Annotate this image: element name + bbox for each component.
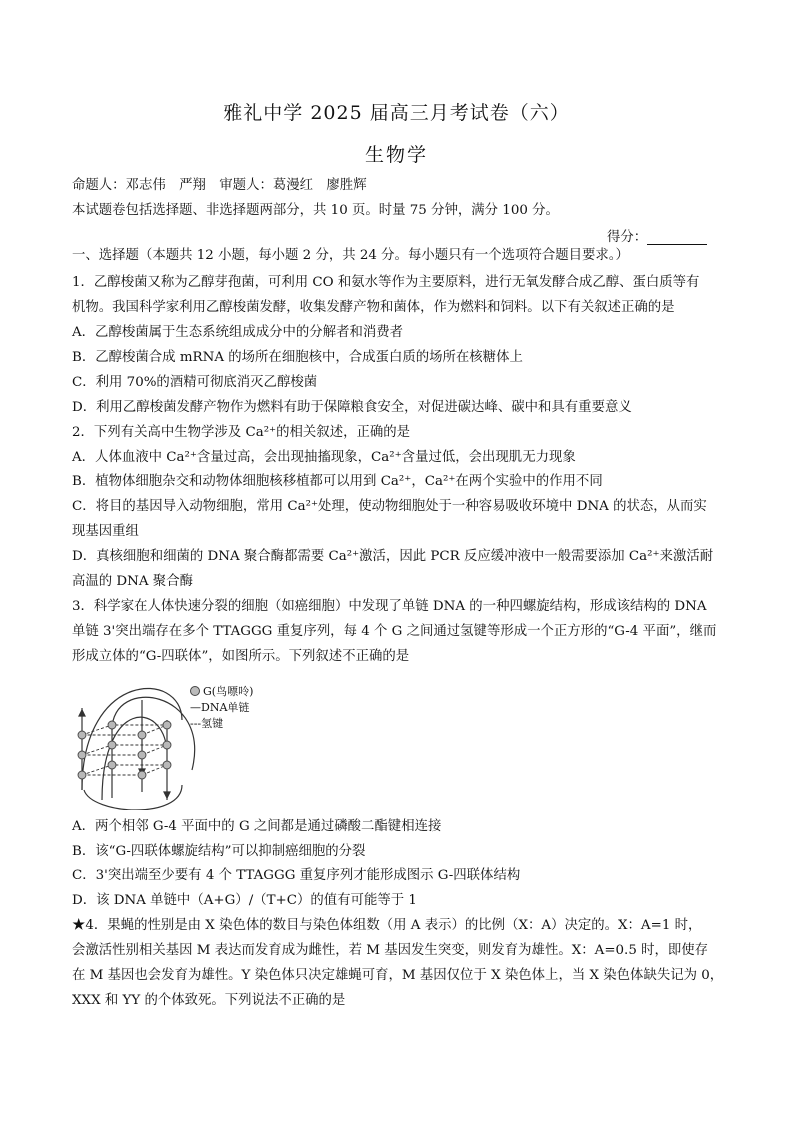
q3-option-c: C．3'突出端至少要有 4 个 TTAGGG 重复序列才能形成图示 G-四联体结构	[72, 868, 521, 883]
q4-stem-line2: 会激活性别相关基因 M 表达而发育成为雌性，若 M 基因发生突变，则发育为雄性。X：A=0.5 时，即使存	[72, 943, 709, 958]
q1-option-c: C．利用 70%的酒精可彻底消灭乙醇梭菌	[72, 375, 318, 390]
q1-stem-line1: 1．乙醇梭菌又称为乙醇芽孢菌，可利用 CO 和氨水等作为主要原料，进行无氧发酵合成乙醇、蛋白质等有	[72, 275, 700, 290]
subject-title: 生物学	[364, 144, 428, 166]
score-blank	[647, 230, 707, 245]
page-title: 雅礼中学 2025 届高三月考试卷（六）	[223, 102, 570, 124]
q3-stem-line2: 单链 3'突出端存在多个 TTAGGG 重复序列，每 4 个 G 之间通过氢键等形成一个正方形的“G-4 平面”，继而	[72, 624, 717, 639]
q3-option-b: B．该“G-四联体螺旋结构”可以抑制癌细胞的分裂	[72, 844, 366, 859]
score-field	[607, 226, 707, 245]
q1-option-b: B．乙醇梭菌合成 mRNA 的场所在细胞核中，合成蛋白质的场所在核糖体上	[72, 350, 523, 365]
q3-option-a: A．两个相邻 G-4 平面中的 G 之间都是通过磷酸二酯键相连接	[72, 819, 442, 834]
q4-stem-line3: 在 M 基因也会发育为雄性。Y 染色体只决定雄蝇可育，M 基因仅位于 X 染色体上，当 X 染色体缺失记为 0，	[72, 968, 724, 983]
author-line: 命题人：邓志伟 严翔 审题人：葛漫红 廖胜辉	[72, 178, 367, 193]
q1-option-d: D．利用乙醇梭菌发酵产物作为燃料有助于保障粮食安全，对促进碳达峰、碳中和具有重要意义	[72, 400, 632, 415]
exam-info: 本试题卷包括选择题、非选择题两部分，共 10 页。时量 75 分钟，满分 100 分。	[72, 203, 559, 218]
legend-item-dna: —DNA单链	[190, 701, 250, 714]
q2-stem: 2．下列有关高中生物学涉及 Ca²⁺的相关叙述，正确的是	[72, 425, 411, 440]
score-label: 得分：	[607, 230, 648, 245]
q2-option-a: A．人体血液中 Ca²⁺含量过高，会出现抽搐现象，Ca²⁺含量过低，会出现肌无力现象	[72, 450, 576, 465]
q3-option-d: D．该 DNA 单链中（A+G）/（T+C）的值有可能等于 1	[72, 893, 417, 908]
q2-option-d-line2: 高温的 DNA 聚合酶	[72, 574, 193, 589]
q3-stem-line1: 3．科学家在人体快速分裂的细胞（如癌细胞）中发现了单链 DNA 的一种四螺旋结构，形成该结构的 DNA	[72, 599, 707, 614]
section-heading: 一、选择题（本题共 12 小题，每小题 2 分，共 24 分。每小题只有一个选项符合题目要求。）	[72, 248, 629, 263]
q2-option-b: B．植物体细胞杂交和动物体细胞核移植都可以用到 Ca²⁺，Ca²⁺在两个实验中的作用不同	[72, 474, 603, 489]
figure-legend	[190, 684, 253, 732]
legend-item-g: G(鸟嘌呤)	[190, 684, 253, 700]
legend-item-hbond: ---氢键	[190, 717, 224, 730]
q1-stem-line2: 机物。我国科学家利用乙醇梭菌发酵，收集发酵产物和菌体，作为燃料和饲料。以下有关叙述正确的是	[72, 300, 675, 315]
q4-stem-line4: XXX 和 YY 的个体致死。下列说法不正确的是	[72, 993, 346, 1008]
q2-option-d-line1: D．真核细胞和细菌的 DNA 聚合酶都需要 Ca²⁺激活，因此 PCR 反应缓冲液中一般需要添加 Ca²⁺来激活耐	[72, 549, 714, 564]
q3-stem-line3: 形成立体的“G-四联体”，如图所示。下列叙述不正确的是	[72, 649, 410, 664]
q1-option-a: A．乙醇梭菌属于生态系统组成成分中的分解者和消费者	[72, 325, 404, 340]
q2-option-c-line1: C．将目的基因导入动物细胞，常用 Ca²⁺处理，使动物细胞处于一种容易吸收环境中 DNA 的状态，从而实	[72, 499, 707, 514]
q2-option-c-line2: 现基因重组	[72, 524, 139, 539]
guanine-dot-icon	[190, 686, 200, 696]
q4-stem-line1: ★4．果蝇的性别是由 X 染色体的数目与染色体组数（用 A 表示）的比例（X：A）决定的。X：A=1 时，	[72, 918, 702, 933]
